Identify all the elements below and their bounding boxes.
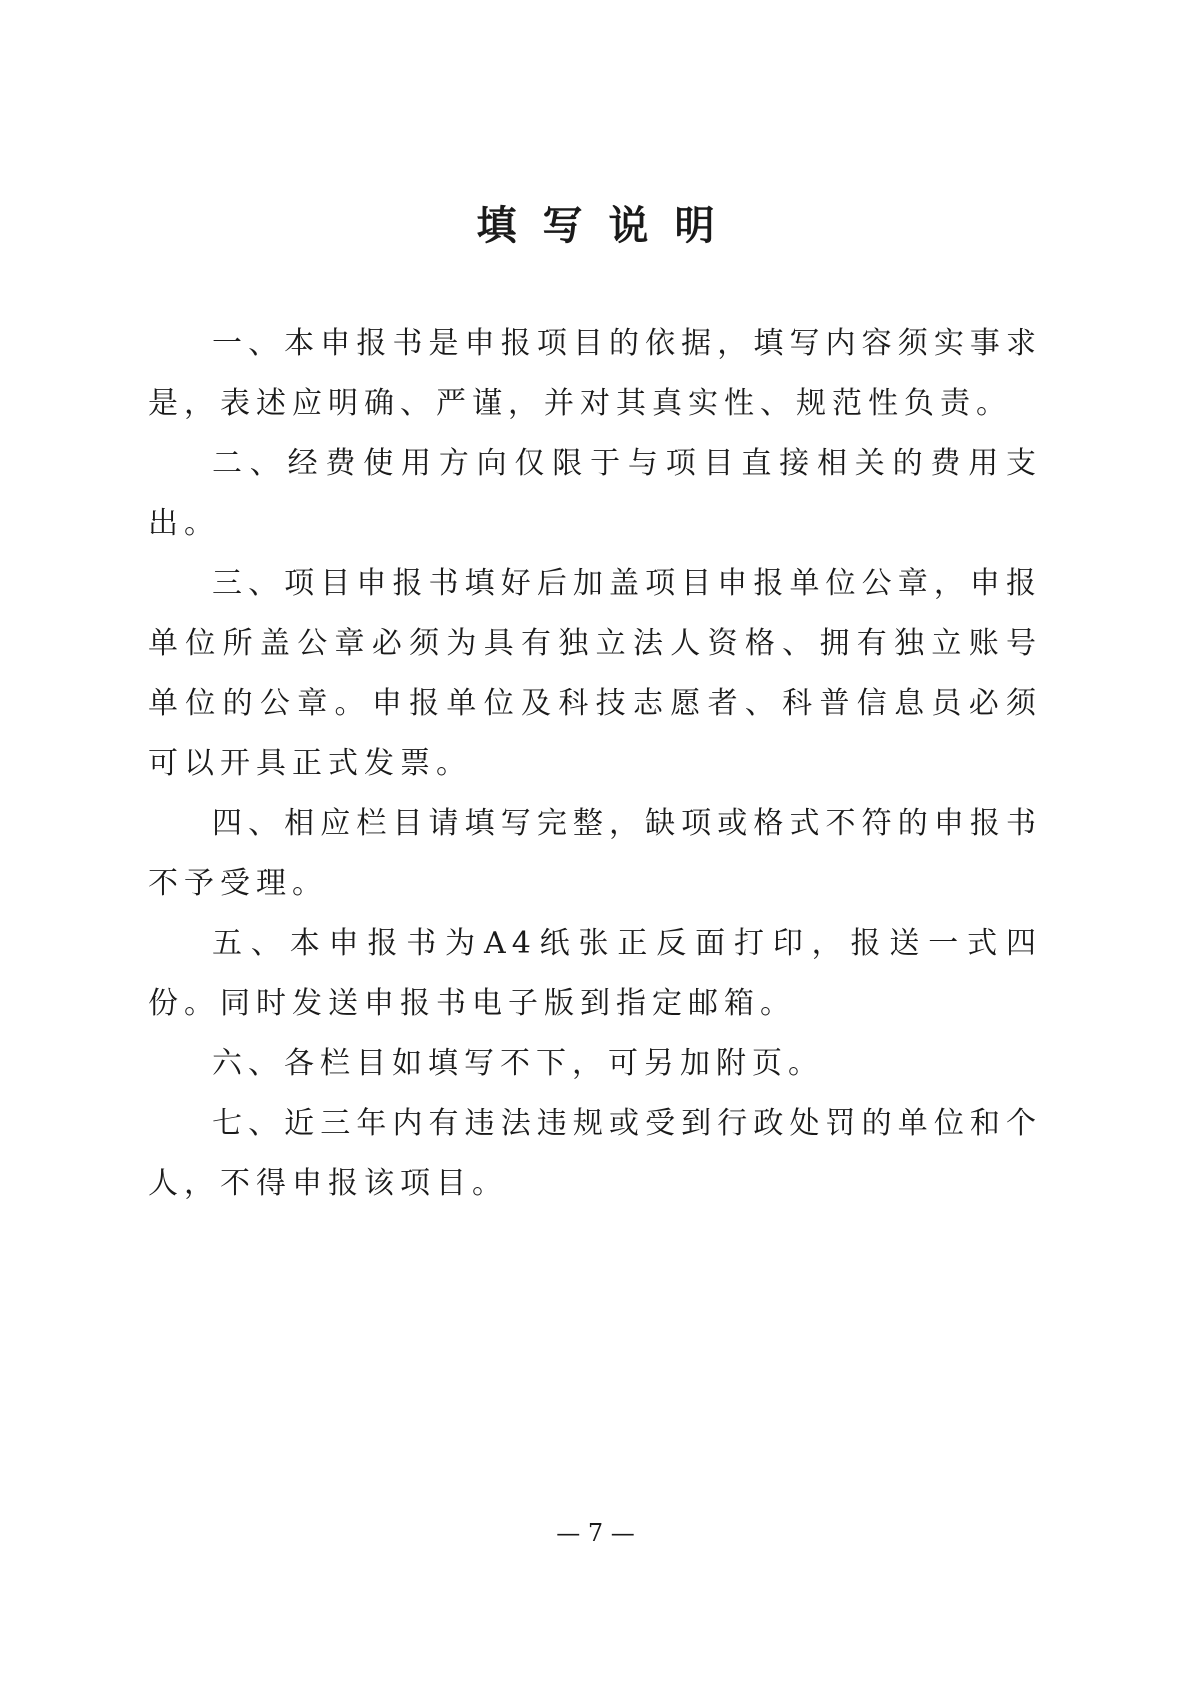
instruction-paragraph-5: 五、本申报书为A4纸张正反面打印，报送一式四份。同时发送申报书电子版到指定邮箱。 (148, 926, 1042, 1021)
instruction-paragraph-2: 二、经费使用方向仅限于与项目直接相关的费用支出。 (148, 446, 1042, 541)
instruction-paragraph-3: 三、项目申报书填好后加盖项目申报单位公章，申报单位所盖公章必须为具有独立法人资格、拥有独立账号单位的公章。申报单位及科技志愿者、科普信息员必须可以开具正式发票。 (148, 566, 1042, 781)
instruction-paragraph-7: 七、近三年内有违法违规或受到行政处罚的单位和个人，不得申报该项目。 (148, 1106, 1042, 1201)
instructions-body (148, 314, 1042, 1214)
page-number: — 7 — (556, 1519, 635, 1547)
instruction-paragraph-6: 六、各栏目如填写不下，可另加附页。 (212, 1046, 824, 1081)
page-title: 填写说明 (476, 203, 741, 249)
instruction-paragraph-4: 四、相应栏目请填写完整，缺项或格式不符的申报书不予受理。 (148, 806, 1042, 901)
instruction-paragraph-1: 一、本申报书是申报项目的依据，填写内容须实事求是，表述应明确、严谨，并对其真实性、规范性负责。 (148, 326, 1042, 421)
